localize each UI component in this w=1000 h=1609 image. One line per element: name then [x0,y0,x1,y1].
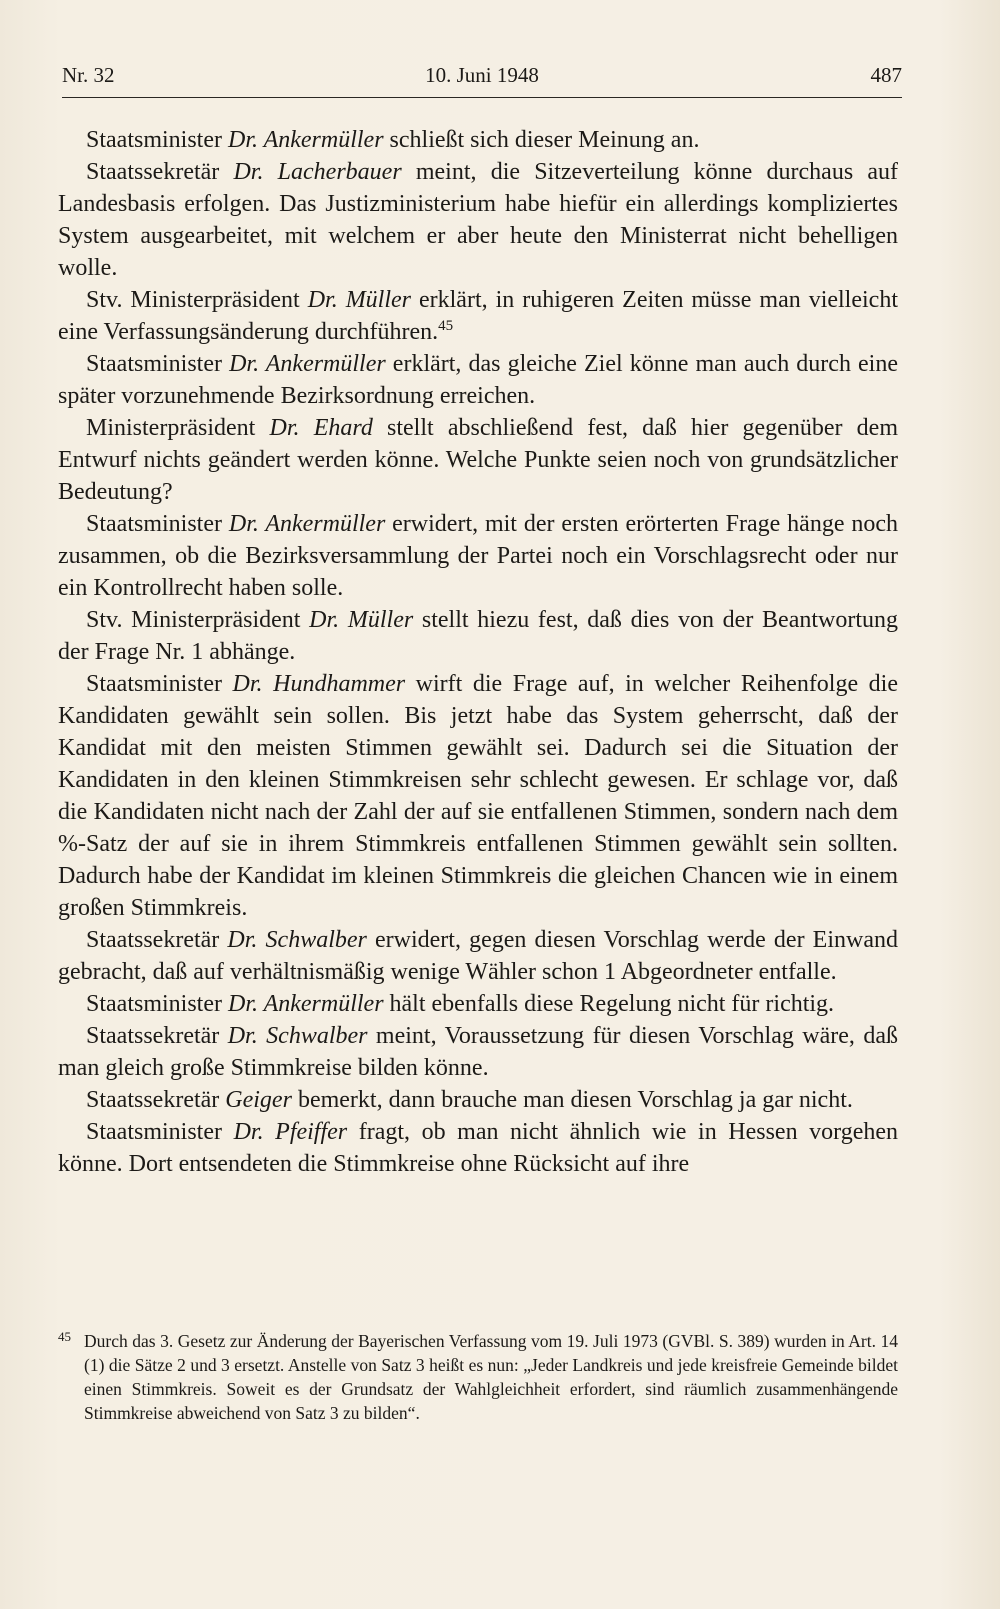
speaker-title: Dr. [233,159,278,185]
paragraph-text: erklärt, das gleiche Ziel könne man auch durch eine später vorzunehmende Bezirksordnung erreichen. [58,351,899,409]
speaker-name: Schwalber [265,927,367,953]
speaker-role: Staatsminister [86,991,228,1017]
speaker-title: Dr. [233,1119,276,1145]
speaker-name: Ankermüller [263,127,384,153]
speaker-title: Dr. [232,671,274,697]
paragraph-text: bemerkt, dann brauche man diesen Vorschlag ja gar nicht. [291,1087,853,1113]
speaker-title: Dr. [227,127,264,153]
paragraph-text: hält ebenfalls diese Regelung nicht für richtig. [383,991,835,1017]
speaker-title: Dr. [269,415,314,441]
page-number: 487 [870,63,902,87]
speaker-title: Dr. [227,1023,267,1049]
footnote [58,1329,898,1425]
speaker-role: Staatssekretär [86,1023,228,1049]
paragraph-text: stellt hiezu fest, daß dies von der Beantwortung der Frage Nr. 1 abhänge. [58,607,899,665]
speaker-title: Dr. [227,991,264,1017]
speaker-name: Hundhammer [273,671,406,697]
speaker-name: Ankermüller [265,351,386,377]
paragraph [58,412,898,508]
header-date: 10. Juni 1948 [425,63,539,87]
paragraph-text: meint, Voraussetzung für diesen Vorschlag wäre, daß man gleich große Stimmkreise bilden könne. [58,1023,898,1081]
paragraph-text: erwidert, gegen diesen Vorschlag werde der Einwand gebracht, daß auf verhältnismäßig wenige Wähler schon 1 Abgeordneter entfalle. [58,927,898,985]
paragraph [58,988,898,1020]
speaker-name: Müller [347,607,414,633]
footnote-text: Durch das 3. Gesetz zur Änderung der Bayerischen Verfassung vom 19. Juli 1973 (GVBl. S. 389) wurden in Art. 14 (1) die Sätze 2 und 3 ersetzt. Anstelle von Satz 3 heißt es nun: „Jeder Landkreis und jede kreisfreie Gemeinde bildet einen Stimmkreis. Soweit es der Grundsatz der Wahlgleichheit erfordert, sind räumlich zusammenhängende Stimmkreise abweichend von Satz 3 zu bilden“. [84,1331,898,1423]
paragraph-text: erklärt, in ruhigeren Zeiten müsse man vielleicht eine Verfassungsänderung durchführen. [58,287,898,345]
speaker-role: Staatsminister [86,351,230,377]
paragraph [58,668,898,924]
header-rule [62,97,902,98]
speaker-title: Dr. [227,927,266,953]
paragraph [58,1020,898,1084]
speaker-name: Müller [345,287,412,313]
paragraph-text: schließt sich dieser Meinung an. [383,127,700,153]
running-header [62,60,902,90]
paragraph [58,156,898,284]
protocol-body [58,124,898,1180]
paragraph-text: erwidert, mit der ersten erörterten Frage hänge noch zusammen, ob die Bezirksversammlung der Partei noch ein Vorschlagsrecht oder nur ein Kontrollrecht haben solle. [58,511,899,601]
speaker-name: Schwalber [266,1023,368,1049]
paragraph [58,604,898,668]
paragraph [58,924,898,988]
speaker-name: Lacherbauer [277,159,402,185]
paragraph [58,508,898,604]
speaker-role: Stv. Ministerpräsident [86,607,310,633]
speaker-role: Stv. Ministerpräsident [86,287,308,313]
document-number: Nr. 32 [62,63,115,87]
paragraph [58,124,898,156]
footnote-number: 45 [58,1329,71,1344]
paragraph [58,284,898,348]
speaker-role: Staatsminister [86,511,229,537]
speaker-title: Dr. [228,511,266,537]
paragraph [58,348,898,412]
paragraph [58,1116,898,1180]
speaker-role: Staatsminister [86,127,228,153]
speaker-role: Staatsminister [86,671,233,697]
speaker-role: Staatssekretär [86,1087,226,1113]
footnote-reference[interactable]: 45 [438,318,454,334]
speaker-name: Ehard [313,415,373,441]
paragraph-text: wirft die Frage auf, in welcher Reihenfolge die Kandidaten gewählt sein sollen. Bis jetzt habe das System geherrscht, daß der Kandidat mit den meisten Stimmen gewählt sei. Dadurch sei die Situation der Kandidaten in den kleinen Stimmkreisen sehr schlecht gewesen. Er schlage vor, daß die Kandidaten nicht nach der Zahl der auf sie entfallenen Stimmen, sondern nach dem %-Satz der auf sie in ihrem Stimmkreis entfallenen Stimmen gewählt sein sollten. Dadurch habe der Kandidat im kleinen Stimmkreis die gleichen Chancen wie in einem großen Stimmkreis. [58,671,899,921]
speaker-name: Pfeiffer [275,1119,348,1145]
footnote-area [58,1329,898,1425]
speaker-role: Ministerpräsident [86,415,270,441]
speaker-role: Staatsminister [86,1119,234,1145]
speaker-role: Staatssekretär [86,159,234,185]
speaker-name: Ankermüller [263,991,384,1017]
speaker-title: Dr. [229,351,266,377]
paragraph-text: meint, die Sitzeverteilung könne durchaus auf Landesbasis erfolgen. Das Justizministerium habe hiefür ein allerdings kompliziertes System ausgearbeitet, mit welchem er aber heute den Ministerrat nicht behelligen wolle. [58,159,898,281]
speaker-title: Dr. [307,287,346,313]
paragraph [58,1084,898,1116]
speaker-name: Ankermüller [265,511,386,537]
speaker-name: Geiger [225,1087,292,1113]
paragraph-text: fragt, ob man nicht ähnlich wie in Hessen vorgehen könne. Dort entsendeten die Stimmkreise ohne Rücksicht auf ihre [58,1119,899,1177]
paragraph-text: stellt abschließend fest, daß hier gegenüber dem Entwurf nichts geändert werden könne. Welche Punkte seien noch von grundsätzlicher Bedeutung? [58,415,898,505]
speaker-title: Dr. [309,607,348,633]
speaker-role: Staatssekretär [86,927,228,953]
